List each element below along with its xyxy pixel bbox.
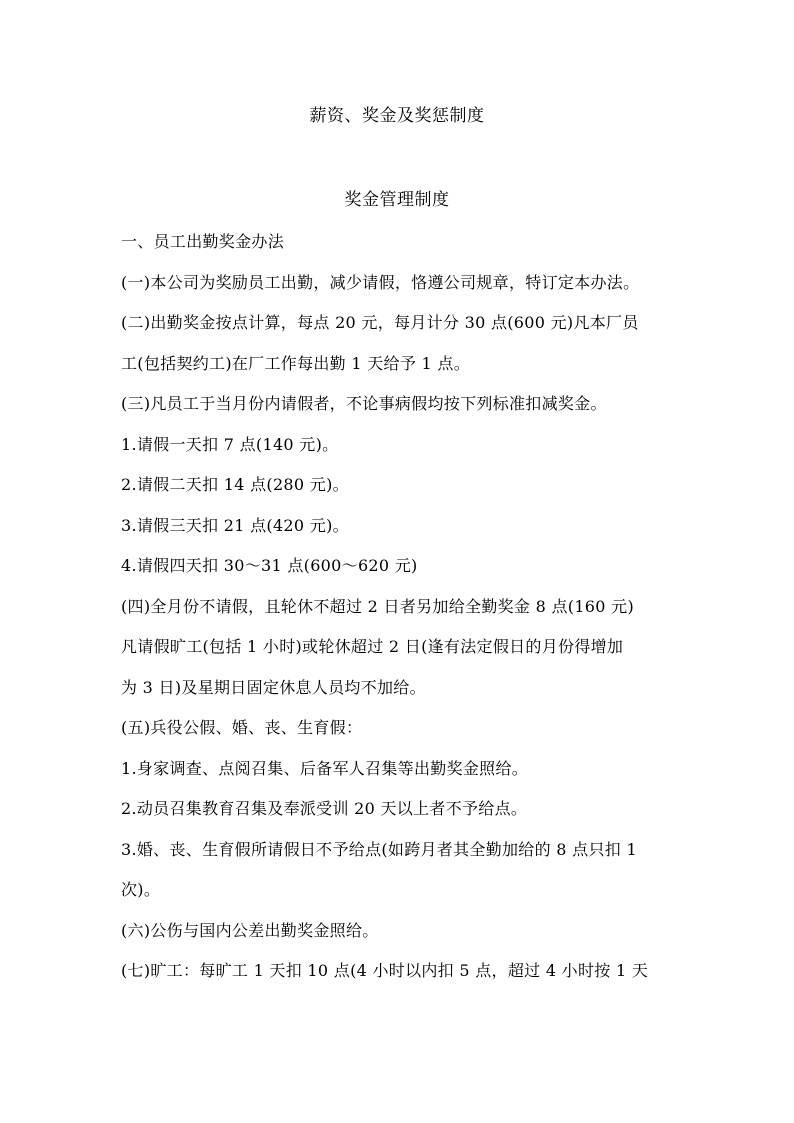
list-item: 1.身家调查、点阅召集、后备军人召集等出勤奖金照给。: [121, 758, 529, 778]
paragraph-line: 工(包括契约工)在厂工作每出勤 1 天给予 1 点。: [121, 353, 470, 373]
paragraph-line: 为 3 日)及星期日固定休息人员均不加给。: [121, 677, 426, 697]
list-item: 2.请假二天扣 14 点(280 元)。: [121, 475, 349, 494]
paragraph-line: (六)公伤与国内公差出勤奖金照给。: [121, 920, 379, 940]
list-item: 1.请假一天扣 7 点(140 元)。: [121, 434, 339, 454]
list-item: 4.请假四天扣 30～31 点(600～620 元): [121, 556, 418, 575]
paragraph-line: (五)兵役公假、婚、丧、生育假：: [121, 718, 363, 737]
document-title: 薪资、奖金及奖惩制度: [309, 106, 485, 126]
paragraph-line: (二)出勤奖金按点计算，每点 20 元，每月计分 30 点(600 元)凡本厂员: [121, 313, 639, 332]
document-body: [121, 228, 681, 998]
heading-attendance-bonus: 一、员工出勤奖金办法: [121, 232, 285, 251]
list-item: 3.请假三天扣 21 点(420 元)。: [121, 515, 349, 535]
paragraph-line: (一)本公司为奖励员工出勤，减少请假，恪遵公司规章，特订定本办法。: [121, 272, 640, 292]
list-item: 3.婚、丧、生育假所请假日不予给点(如跨月者其全勤加给的 8 点只扣 1: [121, 839, 637, 859]
paragraph-line: (七)旷工：每旷工 1 天扣 10 点(4 小时以内扣 5 点，超过 4 小时按 1 天: [121, 961, 649, 980]
section-title: 奖金管理制度: [344, 190, 450, 210]
paragraph-line: (四)全月份不请假，且轮休不超过 2 日者另加给全勤奖金 8 点(160 元): [121, 596, 634, 616]
paragraph-line: 次)。: [121, 880, 161, 899]
list-item: 2.动员召集教育召集及奉派受训 20 天以上者不予给点。: [121, 799, 528, 818]
paragraph-line: (三)凡员工于当月份内请假者，不论事病假均按下列标准扣减奖金。: [121, 394, 607, 413]
paragraph-line: 凡请假旷工(包括 1 小时)或轮休超过 2 日(逢有法定假日的月份得增加: [121, 637, 624, 656]
